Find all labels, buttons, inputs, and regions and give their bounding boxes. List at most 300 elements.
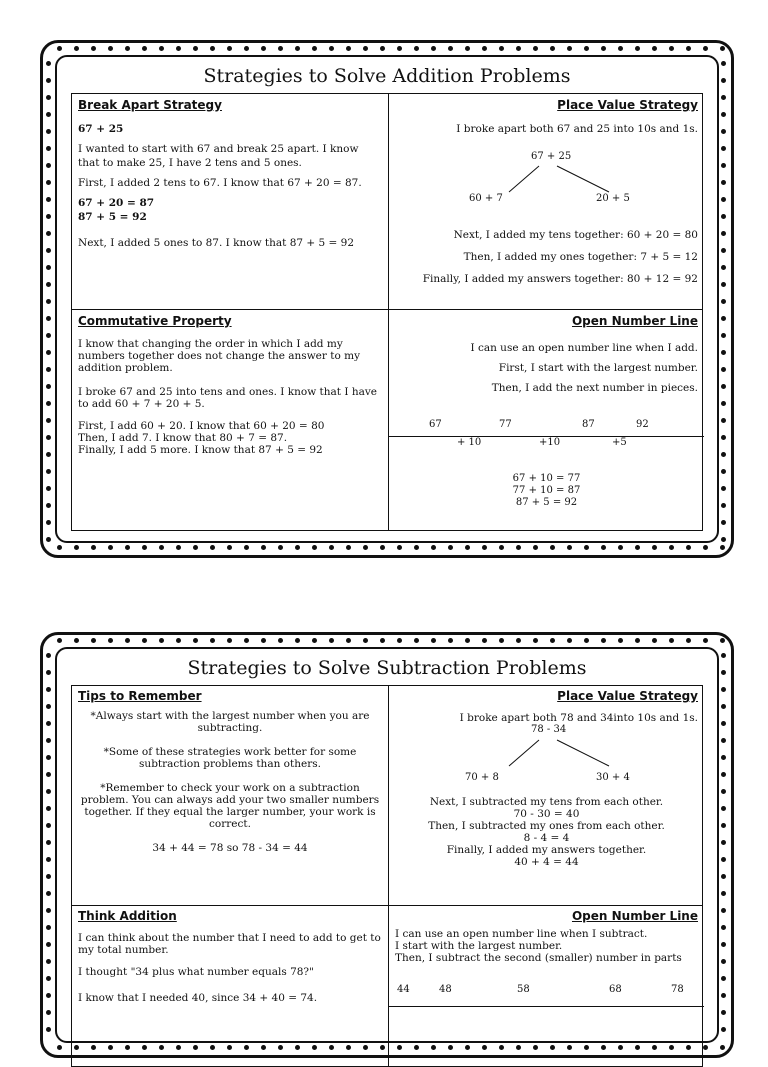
border-dot <box>567 545 572 550</box>
border-dot <box>720 638 725 643</box>
intro: I broke apart both 78 and 34into 10s and 1s. <box>459 712 698 724</box>
border-dot <box>516 638 521 643</box>
border-dot <box>312 545 317 550</box>
border-dot <box>550 638 555 643</box>
border-dot <box>533 638 538 643</box>
paragraph: I can think about the number that I need to add to get to my total number. <box>78 932 381 956</box>
border-dot <box>686 638 691 643</box>
split-left: 60 + 7 <box>469 193 503 204</box>
border-dot <box>125 46 130 51</box>
border-dot <box>46 316 51 321</box>
step-line: First, I add 60 + 20. I know that 60 + 20 = 80 <box>78 420 325 432</box>
paragraph: Next, I added 5 ones to 87. I know that 87 + 5 = 92 <box>78 237 355 249</box>
border-dot <box>721 942 726 947</box>
border-dot <box>720 1045 725 1050</box>
border-dot <box>721 755 726 760</box>
border-dot <box>533 46 538 51</box>
border-dot <box>721 316 726 321</box>
border-dot <box>380 46 385 51</box>
strategy-grid <box>71 93 703 531</box>
border-dot <box>721 840 726 845</box>
equation: 67 + 20 = 87 <box>78 197 155 209</box>
inner-frame <box>55 55 719 543</box>
border-dot <box>635 545 640 550</box>
step-line: 70 - 30 = 40 <box>513 808 580 820</box>
border-dot <box>721 1010 726 1015</box>
border-dot <box>397 638 402 643</box>
border-dot <box>46 78 51 83</box>
border-dot <box>125 545 130 550</box>
border-dot <box>721 503 726 508</box>
border-dot <box>550 545 555 550</box>
border-dot <box>721 265 726 270</box>
step-line: 8 - 4 = 4 <box>523 832 570 844</box>
tick-label: 77 <box>499 419 512 430</box>
border-dot <box>46 721 51 726</box>
border-dot <box>721 163 726 168</box>
place-value-panel <box>389 94 704 309</box>
split-right: 30 + 4 <box>596 772 630 783</box>
border-dot <box>669 638 674 643</box>
step-line: Then, I add the next number in pieces. <box>491 382 698 394</box>
tick-label: 67 <box>429 419 442 430</box>
border-dot <box>176 545 181 550</box>
border-dot <box>210 545 215 550</box>
split-left: 70 + 8 <box>465 772 499 783</box>
split-lines <box>479 162 619 196</box>
place-value-heading: Place Value Strategy <box>557 98 698 112</box>
equation: 77 + 10 = 87 <box>512 485 581 496</box>
border-dot <box>584 638 589 643</box>
border-dot <box>720 46 725 51</box>
border-dot <box>261 545 266 550</box>
border-dot <box>431 638 436 643</box>
border-dot <box>91 545 96 550</box>
intro: I broke apart both 67 and 25 into 10s and 1s. <box>456 123 698 135</box>
tip: 34 + 44 = 78 so 78 - 34 = 44 <box>152 842 308 854</box>
border-dot <box>431 46 436 51</box>
border-dot <box>57 1045 62 1050</box>
border-dot <box>74 46 79 51</box>
think-addition-heading: Think Addition <box>78 909 177 923</box>
border-dot <box>584 545 589 550</box>
border-dot <box>312 46 317 51</box>
border-dot <box>721 214 726 219</box>
step-line: Then, I added my ones together: 7 + 5 = 12 <box>463 251 698 263</box>
border-dot <box>721 350 726 355</box>
border-dot <box>176 46 181 51</box>
border-dot <box>57 545 62 550</box>
border-dot <box>721 908 726 913</box>
border-dot <box>380 545 385 550</box>
border-dot <box>618 545 623 550</box>
border-dot <box>686 545 691 550</box>
border-dot <box>46 908 51 913</box>
border-dot <box>57 638 62 643</box>
step-line: Next, I added my tens together: 60 + 20 = 80 <box>453 229 698 241</box>
border-dot <box>721 452 726 457</box>
border-dot <box>499 638 504 643</box>
place-value-panel <box>389 686 704 905</box>
border-dot <box>46 755 51 760</box>
border-dot <box>652 638 657 643</box>
border-dot <box>193 46 198 51</box>
border-dot <box>346 545 351 550</box>
step-line: Then, I subtracted my ones from each other. <box>428 820 665 832</box>
border-dot <box>721 61 726 66</box>
subtraction-card <box>40 632 734 1058</box>
border-dot <box>108 638 113 643</box>
border-dot <box>46 1010 51 1015</box>
border-dot <box>635 46 640 51</box>
border-dot <box>567 46 572 51</box>
border-dot <box>46 401 51 406</box>
border-dot <box>721 670 726 675</box>
border-dot <box>142 545 147 550</box>
border-dot <box>46 367 51 372</box>
border-dot <box>721 823 726 828</box>
border-dot <box>295 46 300 51</box>
border-dot <box>380 638 385 643</box>
strategy-grid <box>71 685 703 1067</box>
border-dot <box>227 638 232 643</box>
border-dot <box>295 638 300 643</box>
border-dot <box>721 469 726 474</box>
border-dot <box>46 129 51 134</box>
border-dot <box>46 874 51 879</box>
border-dot <box>329 545 334 550</box>
step-line: Finally, I added my answers together: 80 + 12 = 92 <box>422 273 698 285</box>
border-dot <box>312 638 317 643</box>
paragraph: I know that I needed 40, since 34 + 40 = 74. <box>78 992 318 1004</box>
border-dot <box>584 46 589 51</box>
number-line-panel <box>389 906 704 1066</box>
border-dot <box>721 197 726 202</box>
place-value-heading: Place Value Strategy <box>557 689 698 703</box>
border-dot <box>210 46 215 51</box>
border-dot <box>721 367 726 372</box>
break-apart-heading: Break Apart Strategy <box>78 98 222 112</box>
border-dot <box>721 180 726 185</box>
border-dot <box>46 891 51 896</box>
jump-label: +5 <box>612 437 627 448</box>
tick-label: 44 <box>397 984 410 995</box>
border-dot <box>567 638 572 643</box>
border-dot <box>142 46 147 51</box>
border-dot <box>159 638 164 643</box>
border-dot <box>159 46 164 51</box>
break-apart-panel <box>72 94 388 309</box>
border-dot <box>46 265 51 270</box>
border-dot <box>46 180 51 185</box>
border-dot <box>721 520 726 525</box>
border-dot <box>448 545 453 550</box>
think-addition-panel <box>72 906 388 1066</box>
tick-label: 78 <box>671 984 684 995</box>
border-dot <box>46 163 51 168</box>
border-dot <box>482 638 487 643</box>
step-line: Next, I subtracted my tens from each other. <box>429 796 664 808</box>
number-line-heading: Open Number Line <box>571 314 698 328</box>
border-dot <box>46 806 51 811</box>
border-dot <box>550 46 555 51</box>
paragraph: I wanted to start with 67 and break 25 apart. I know that to make 25, I have 2 tens and 5 ones. <box>78 143 359 169</box>
border-dot <box>46 925 51 930</box>
problem: 67 + 25 <box>78 123 124 135</box>
border-dot <box>91 46 96 51</box>
border-dot <box>74 545 79 550</box>
border-dot <box>721 299 726 304</box>
border-dot <box>46 772 51 777</box>
step-line: I can use an open number line when I add. <box>470 342 698 354</box>
number-line-panel <box>389 310 704 530</box>
step-line: I start with the largest number. <box>395 940 563 952</box>
border-dot <box>669 46 674 51</box>
border-dot <box>721 738 726 743</box>
border-dot <box>346 46 351 51</box>
border-dot <box>363 638 368 643</box>
equation: 67 + 10 = 77 <box>512 473 581 484</box>
border-dot <box>91 638 96 643</box>
border-dot <box>46 976 51 981</box>
border-dot <box>465 638 470 643</box>
border-dot <box>46 959 51 964</box>
border-dot <box>46 299 51 304</box>
border-dot <box>57 46 62 51</box>
border-dot <box>125 638 130 643</box>
border-dot <box>193 638 198 643</box>
border-dot <box>465 46 470 51</box>
border-dot <box>46 112 51 117</box>
border-dot <box>721 789 726 794</box>
border-dot <box>46 687 51 692</box>
border-dot <box>46 537 51 542</box>
equation: 87 + 5 = 92 <box>515 497 578 508</box>
border-dot <box>278 638 283 643</box>
tick-label: 87 <box>582 419 595 430</box>
border-dot <box>46 350 51 355</box>
tip: *Always start with the largest number when you are subtracting. <box>90 710 370 734</box>
border-dot <box>414 545 419 550</box>
border-dot <box>499 46 504 51</box>
border-dot <box>244 46 249 51</box>
border-dot <box>652 545 657 550</box>
border-dot <box>721 704 726 709</box>
border-dot <box>46 452 51 457</box>
border-dot <box>46 95 51 100</box>
border-dot <box>278 46 283 51</box>
border-dot <box>721 78 726 83</box>
border-dot <box>721 248 726 253</box>
tick-label: 92 <box>636 419 649 430</box>
border-dot <box>414 46 419 51</box>
equation: 87 + 5 = 92 <box>78 211 147 223</box>
border-dot <box>448 46 453 51</box>
border-dot <box>721 112 726 117</box>
border-dot <box>721 653 726 658</box>
border-dot <box>397 545 402 550</box>
border-dot <box>721 993 726 998</box>
border-dot <box>227 46 232 51</box>
border-dot <box>46 469 51 474</box>
paragraph: I know that changing the order in which I add my numbers together does not change the answer to my addition problem. <box>78 338 361 374</box>
border-dot <box>721 384 726 389</box>
step-line: I can use an open number line when I subtract. <box>395 928 648 940</box>
border-dot <box>329 46 334 51</box>
border-dot <box>721 772 726 777</box>
border-dot <box>721 537 726 542</box>
border-dot <box>46 333 51 338</box>
border-dot <box>703 638 708 643</box>
commutative-heading: Commutative Property <box>78 314 232 328</box>
border-dot <box>397 46 402 51</box>
border-dot <box>601 638 606 643</box>
border-dot <box>278 545 283 550</box>
paragraph: First, I added 2 tens to 67. I know that 67 + 20 = 87. <box>78 177 362 189</box>
border-dot <box>721 95 726 100</box>
border-dot <box>721 1027 726 1032</box>
split-lines <box>479 736 619 770</box>
border-dot <box>414 638 419 643</box>
border-dot <box>721 231 726 236</box>
paragraph: I broke 67 and 25 into tens and ones. I know that I have to add 60 + 7 + 20 + 5. <box>78 386 378 410</box>
border-dot <box>721 925 726 930</box>
border-dot <box>669 545 674 550</box>
border-dot <box>721 891 726 896</box>
split-top: 67 + 25 <box>531 151 572 162</box>
border-dot <box>210 638 215 643</box>
border-dot <box>363 46 368 51</box>
border-dot <box>46 789 51 794</box>
border-dot <box>721 146 726 151</box>
border-dot <box>652 46 657 51</box>
border-dot <box>227 545 232 550</box>
tip: *Remember to check your work on a subtraction problem. You can always add your two smaller numbers together. If they equal the larger number, your work is correct. <box>80 782 380 830</box>
border-dot <box>721 806 726 811</box>
border-dot <box>721 418 726 423</box>
border-dot <box>159 545 164 550</box>
border-dot <box>46 520 51 525</box>
border-dot <box>46 840 51 845</box>
border-dot <box>46 231 51 236</box>
tips-heading: Tips to Remember <box>78 689 202 703</box>
border-dot <box>618 46 623 51</box>
step-line: 40 + 4 = 44 <box>514 856 579 868</box>
step-line: Finally, I add 5 more. I know that 87 + 5 = 92 <box>78 444 323 456</box>
border-dot <box>482 46 487 51</box>
border-dot <box>244 545 249 550</box>
border-dot <box>74 638 79 643</box>
border-dot <box>46 704 51 709</box>
border-dot <box>176 638 181 643</box>
split-top: 78 - 34 <box>531 724 567 735</box>
border-dot <box>46 738 51 743</box>
tips-panel <box>72 686 388 905</box>
number-line <box>389 1006 704 1007</box>
border-dot <box>46 942 51 947</box>
tick-label: 68 <box>609 984 622 995</box>
step-line: Then, I subtract the second (smaller) number in parts <box>395 952 682 964</box>
border-dot <box>601 545 606 550</box>
border-dot <box>46 61 51 66</box>
border-dot <box>465 545 470 550</box>
tip: *Some of these strategies work better for some subtraction problems than others. <box>103 746 357 770</box>
border-dot <box>46 282 51 287</box>
border-dot <box>721 333 726 338</box>
step-line: Then, I add 7. I know that 80 + 7 = 87. <box>78 432 288 444</box>
border-dot <box>601 46 606 51</box>
split-right: 20 + 5 <box>596 193 630 204</box>
jump-label: + 10 <box>457 437 482 448</box>
border-dot <box>721 401 726 406</box>
border-dot <box>721 486 726 491</box>
tick-label: 48 <box>439 984 452 995</box>
border-dot <box>244 638 249 643</box>
border-dot <box>261 46 266 51</box>
border-dot <box>618 638 623 643</box>
border-dot <box>703 545 708 550</box>
border-dot <box>721 687 726 692</box>
border-dot <box>46 823 51 828</box>
border-dot <box>721 129 726 134</box>
paragraph: I thought "34 plus what number equals 78?" <box>78 966 314 978</box>
border-dot <box>721 435 726 440</box>
border-dot <box>46 1027 51 1032</box>
border-dot <box>499 545 504 550</box>
border-dot <box>46 248 51 253</box>
border-dot <box>193 545 198 550</box>
border-dot <box>46 418 51 423</box>
border-dot <box>516 545 521 550</box>
border-dot <box>46 435 51 440</box>
border-dot <box>431 545 436 550</box>
border-dot <box>721 282 726 287</box>
border-dot <box>108 545 113 550</box>
border-dot <box>721 959 726 964</box>
border-dot <box>448 638 453 643</box>
border-dot <box>703 46 708 51</box>
inner-frame <box>55 647 719 1043</box>
step-line: Finally, I added my answers together. <box>446 844 647 856</box>
border-dot <box>295 545 300 550</box>
border-dot <box>46 146 51 151</box>
border-dot <box>516 46 521 51</box>
card-title: Strategies to Solve Subtraction Problems <box>187 657 587 679</box>
border-dot <box>46 857 51 862</box>
border-dot <box>720 545 725 550</box>
step-line: First, I start with the largest number. <box>498 362 698 374</box>
border-dot <box>482 545 487 550</box>
border-dot <box>46 384 51 389</box>
border-dot <box>686 46 691 51</box>
border-dot <box>363 545 368 550</box>
border-dot <box>329 638 334 643</box>
border-dot <box>142 638 147 643</box>
border-dot <box>346 638 351 643</box>
border-dot <box>721 721 726 726</box>
border-dot <box>721 857 726 862</box>
border-dot <box>46 670 51 675</box>
tick-label: 58 <box>517 984 530 995</box>
border-dot <box>533 545 538 550</box>
border-dot <box>261 638 266 643</box>
addition-card <box>40 40 734 558</box>
commutative-panel <box>72 310 388 530</box>
card-title: Strategies to Solve Addition Problems <box>203 65 571 87</box>
border-dot <box>108 46 113 51</box>
jump-label: +10 <box>539 437 561 448</box>
border-dot <box>46 993 51 998</box>
